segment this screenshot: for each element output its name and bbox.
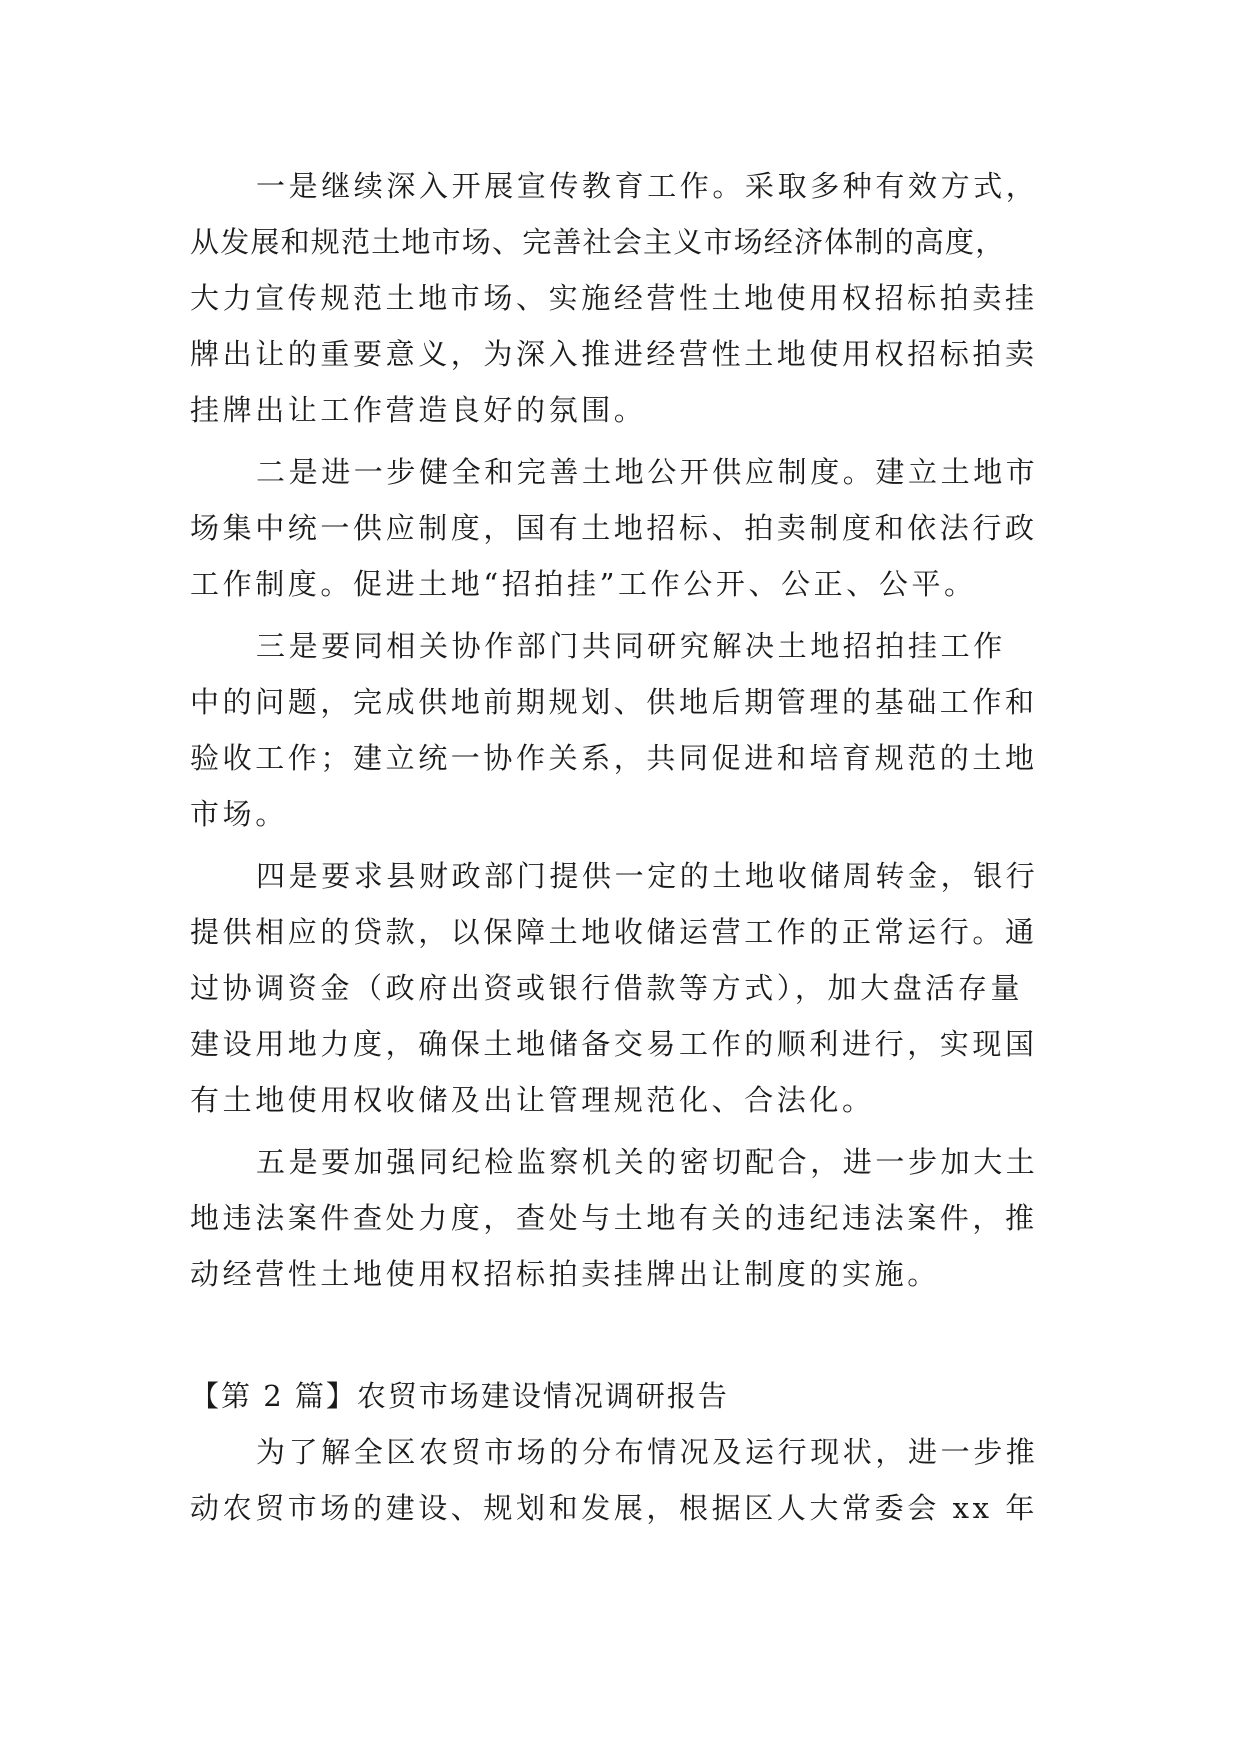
- paragraph-3-line-2: 中的问题，完成供地前期规划、供地后期管理的基础工作和: [190, 685, 1038, 719]
- paragraph-3-line-4: 市场。: [190, 797, 288, 831]
- paragraph-1-line-3: 大力宣传规范土地市场、实施经营性土地使用权招标拍卖挂: [190, 281, 1038, 315]
- paragraph-2-line-3: 工作制度。促进土地“招拍挂”工作公开、公正、公平。: [190, 567, 977, 601]
- paragraph-5-line-1: 五是要加强同纪检监察机关的密切配合，进一步加大土: [256, 1145, 1039, 1179]
- paragraph-3-line-1: 三是要同相关协作部门共同研究解决土地招拍挂工作: [256, 629, 1006, 663]
- paragraph-1-line-4: 牌出让的重要意义，为深入推进经营性土地使用权招标拍卖: [190, 337, 1038, 371]
- paragraph-4-line-4: 建设用地力度，确保土地储备交易工作的顺利进行，实现国: [190, 1027, 1038, 1061]
- paragraph-3-line-3: 验收工作；建立统一协作关系，共同促进和培育规范的土地: [190, 741, 1038, 775]
- article-2-heading: 【第 2 篇】农贸市场建设情况调研报告: [190, 1379, 729, 1413]
- article-2-line-2: 动农贸市场的建设、规划和发展，根据区人大常委会 xx 年: [190, 1491, 1038, 1525]
- paragraph-4-line-1: 四是要求县财政部门提供一定的土地收储周转金，银行: [256, 859, 1039, 893]
- paragraph-2-line-2: 场集中统一供应制度，国有土地招标、拍卖制度和依法行政: [190, 511, 1038, 545]
- paragraph-5-line-3: 动经营性土地使用权招标拍卖挂牌出让制度的实施。: [190, 1257, 940, 1291]
- paragraph-4-line-2: 提供相应的贷款，以保障土地收储运营工作的正常运行。通: [190, 915, 1038, 949]
- article-2-line-1: 为了解全区农贸市场的分布情况及运行现状，进一步推: [256, 1435, 1039, 1469]
- paragraph-5-line-2: 地违法案件查处力度，查处与土地有关的违纪违法案件，推: [190, 1201, 1038, 1235]
- paragraph-1-line-2: 从发展和规范土地市场、完善社会主义市场经济体制的高度，: [190, 225, 1006, 259]
- paragraph-1-line-1: 一是继续深入开展宣传教育工作。采取多种有效方式，: [256, 169, 1039, 203]
- paragraph-4-line-3: 过协调资金（政府出资或银行借款等方式），加大盘活存量: [190, 971, 1024, 1005]
- paragraph-1-line-5: 挂牌出让工作营造良好的氛围。: [190, 393, 647, 427]
- paragraph-4-line-5: 有土地使用权收储及出让管理规范化、合法化。: [190, 1083, 875, 1117]
- paragraph-2-line-1: 二是进一步健全和完善土地公开供应制度。建立土地市: [256, 455, 1039, 489]
